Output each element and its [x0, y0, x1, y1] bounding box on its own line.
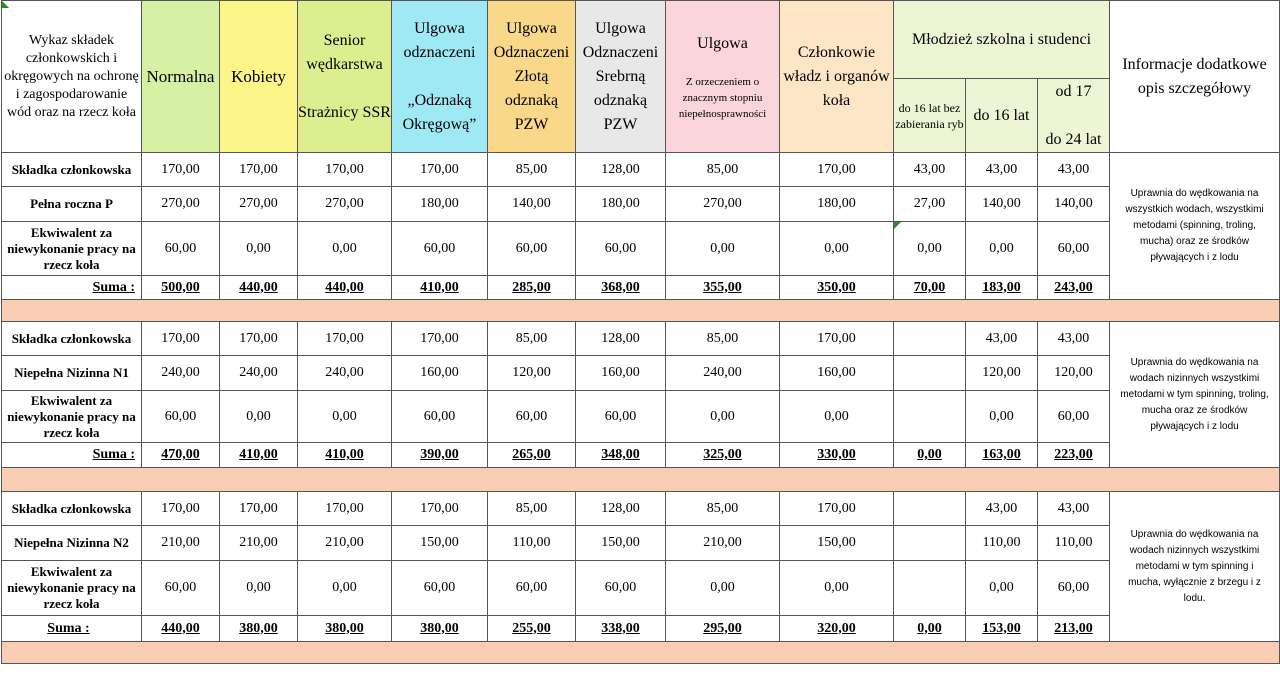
table-cell: 240,00: [666, 356, 780, 391]
sum-cell: 350,00: [780, 276, 894, 300]
table-cell: 0,00: [966, 391, 1038, 443]
section-separator: [2, 642, 1280, 664]
table-cell: 160,00: [392, 356, 488, 391]
sum-label: Suma :: [2, 616, 142, 642]
section-separator: [2, 300, 1280, 322]
row-label: Niepełna Nizinna N2: [2, 526, 142, 561]
table-cell: 180,00: [576, 187, 666, 222]
table-cell: 240,00: [220, 356, 298, 391]
table-cell: 85,00: [666, 322, 780, 356]
table-cell: 60,00: [576, 561, 666, 616]
sum-cell: 295,00: [666, 616, 780, 642]
sum-cell: 285,00: [488, 276, 576, 300]
table-cell: 60,00: [142, 391, 220, 443]
table-cell: 170,00: [392, 322, 488, 356]
separator-band: [2, 468, 1280, 492]
col-header-do-16-bez-ryb: do 16 lat bez zabierania ryb: [894, 79, 966, 153]
table-cell: [894, 356, 966, 391]
row-label: Pełna roczna P: [2, 187, 142, 222]
table-cell: 60,00: [392, 222, 488, 276]
table-cell: 270,00: [220, 187, 298, 222]
sum-cell: 325,00: [666, 443, 780, 468]
info-cell: Uprawnia do wędkowania na wodach nizinnych wszystkimi metodami w tym spinning, troling, mucha oraz ze środków pływających i z lodu: [1110, 322, 1280, 468]
sum-cell: 368,00: [576, 276, 666, 300]
sum-cell: 320,00: [780, 616, 894, 642]
table-cell: 120,00: [966, 356, 1038, 391]
table-cell: 60,00: [1038, 222, 1110, 276]
table-cell: 170,00: [220, 153, 298, 187]
table-cell: 0,00: [966, 561, 1038, 616]
table-cell: 170,00: [220, 492, 298, 526]
table-cell: 0,00: [666, 222, 780, 276]
table-cell: 170,00: [780, 153, 894, 187]
sum-cell: 213,00: [1038, 616, 1110, 642]
sum-cell: 470,00: [142, 443, 220, 468]
table-cell: 0,00: [298, 391, 392, 443]
table-cell: 0,00: [298, 222, 392, 276]
sum-cell: 153,00: [966, 616, 1038, 642]
sum-label: Suma :: [2, 276, 142, 300]
row-label: Składka członkowska: [2, 492, 142, 526]
table-cell: 120,00: [1038, 356, 1110, 391]
table-cell: 110,00: [1038, 526, 1110, 561]
col-header-do-16: do 16 lat: [966, 79, 1038, 153]
table-cell: 0,00: [298, 561, 392, 616]
table-cell: 0,00: [780, 391, 894, 443]
table-row: [2, 526, 1280, 561]
sum-cell: 163,00: [966, 443, 1038, 468]
row-label: Ekwiwalent za niewykonanie pracy na rzecz koła: [2, 222, 142, 276]
sum-cell: 440,00: [220, 276, 298, 300]
table-cell: 0,00: [780, 561, 894, 616]
col-header-mlodziez: Młodzież szkolna i studenci: [894, 1, 1110, 79]
table-cell: 170,00: [392, 153, 488, 187]
sum-cell: 255,00: [488, 616, 576, 642]
table-row: [2, 561, 1280, 616]
table-cell: 170,00: [298, 153, 392, 187]
col-header-ulgowa-niepelnosprawni: [666, 1, 780, 153]
col-header-srebrna-odznaka: Ulgowa Odznaczeni Srebrną odznaką PZW: [576, 1, 666, 153]
sum-cell: 70,00: [894, 276, 966, 300]
sum-cell: 410,00: [298, 443, 392, 468]
col-header-senior: Senior wędkarstwa Strażnicy SSR: [298, 1, 392, 153]
col-header-normalna: Normalna: [142, 1, 220, 153]
table-cell: 43,00: [1038, 153, 1110, 187]
table-cell: 240,00: [298, 356, 392, 391]
table-cell: 43,00: [966, 492, 1038, 526]
sum-cell: 0,00: [894, 616, 966, 642]
sum-cell: 330,00: [780, 443, 894, 468]
table-row: [2, 391, 1280, 443]
table-cell: 27,00: [894, 187, 966, 222]
sum-row: [2, 616, 1280, 642]
table-cell: 0,00: [966, 222, 1038, 276]
table-row: [2, 492, 1280, 526]
col-header-od-17-do-24: od 17 do 24 lat: [1038, 79, 1110, 153]
table-cell: 160,00: [576, 356, 666, 391]
sum-cell: 348,00: [576, 443, 666, 468]
sum-cell: 355,00: [666, 276, 780, 300]
table-cell: 0,00: [780, 222, 894, 276]
table-cell: 43,00: [966, 153, 1038, 187]
sum-cell: 410,00: [392, 276, 488, 300]
table-cell: 170,00: [142, 153, 220, 187]
row-label: Ekwiwalent za niewykonanie pracy na rzecz koła: [2, 561, 142, 616]
table-cell: 85,00: [488, 322, 576, 356]
table-title: Wykaz składek członkowskich i okręgowych na ochronę i zagospodarowanie wód oraz na rzecz koła: [2, 1, 142, 153]
table-cell: 85,00: [488, 492, 576, 526]
table-cell: 60,00: [142, 222, 220, 276]
table-row: [2, 222, 1280, 276]
table-cell: 140,00: [488, 187, 576, 222]
table-cell: 160,00: [780, 356, 894, 391]
info-cell: Uprawnia do wędkowania na wodach nizinnych wszystkimi metodami w tym spinning i mucha, wyłącznie z brzegu i z lodu.: [1110, 492, 1280, 642]
fee-table: [1, 0, 1280, 664]
table-cell: [894, 391, 966, 443]
separator-band: [2, 642, 1280, 664]
table-cell: 0,00: [666, 561, 780, 616]
row-label: Składka członkowska: [2, 153, 142, 187]
table-cell: 240,00: [142, 356, 220, 391]
table-cell: 43,00: [1038, 322, 1110, 356]
table-cell: 210,00: [142, 526, 220, 561]
table-cell: 60,00: [142, 561, 220, 616]
table-cell: 170,00: [780, 492, 894, 526]
table-cell: 85,00: [666, 492, 780, 526]
table-cell: 128,00: [576, 153, 666, 187]
col-header-informacje: Informacje dodatkowe opis szczegółowy: [1110, 1, 1280, 153]
table-cell: 43,00: [894, 153, 966, 187]
table-cell: 60,00: [392, 561, 488, 616]
table-cell: 180,00: [392, 187, 488, 222]
table-body: [2, 153, 1280, 664]
row-label: Składka członkowska: [2, 322, 142, 356]
sum-cell: 500,00: [142, 276, 220, 300]
table-cell: 0,00: [220, 561, 298, 616]
table-cell: 0,00: [220, 391, 298, 443]
col-header-ulgowa-sub: Z orzeczeniem o znacznym stopniu niepełnosprawności: [678, 75, 767, 120]
table-cell: [894, 561, 966, 616]
table-cell: 43,00: [966, 322, 1038, 356]
sum-cell: 243,00: [1038, 276, 1110, 300]
col-header-kobiety: Kobiety: [220, 1, 298, 153]
table-cell: 60,00: [576, 391, 666, 443]
row-label: Ekwiwalent za niewykonanie pracy na rzecz koła: [2, 391, 142, 443]
table-cell: 270,00: [666, 187, 780, 222]
table-cell: 270,00: [142, 187, 220, 222]
table-cell: 60,00: [488, 222, 576, 276]
table-cell: 210,00: [298, 526, 392, 561]
col-header-czlonkowie-wladz: Członkowie władz i organów koła: [780, 1, 894, 153]
table-cell: 150,00: [780, 526, 894, 561]
table-cell: 170,00: [298, 492, 392, 526]
sum-label: Suma :: [2, 443, 142, 468]
table-cell: 0,00: [666, 391, 780, 443]
table-cell: 110,00: [488, 526, 576, 561]
table-cell: 170,00: [392, 492, 488, 526]
table-cell: 60,00: [488, 561, 576, 616]
separator-band: [2, 300, 1280, 322]
table-cell: 270,00: [298, 187, 392, 222]
table-cell: 150,00: [576, 526, 666, 561]
table-cell: 170,00: [142, 492, 220, 526]
table-cell: 180,00: [780, 187, 894, 222]
sum-cell: 380,00: [392, 616, 488, 642]
table-cell: [894, 526, 966, 561]
sum-cell: 410,00: [220, 443, 298, 468]
table-cell: 210,00: [666, 526, 780, 561]
table-row: [2, 356, 1280, 391]
table-cell: 170,00: [142, 322, 220, 356]
table-cell: 110,00: [966, 526, 1038, 561]
sum-cell: 223,00: [1038, 443, 1110, 468]
col-header-ulgowa-label: Ulgowa: [697, 34, 748, 52]
table-cell: 0,00: [220, 222, 298, 276]
table-cell: 170,00: [780, 322, 894, 356]
table-cell: 60,00: [488, 391, 576, 443]
sum-row: [2, 443, 1280, 468]
table-cell: 43,00: [1038, 492, 1110, 526]
table-row: [2, 153, 1280, 187]
row-label: Niepełna Nizinna N1: [2, 356, 142, 391]
col-header-zlota-odznaka: Ulgowa Odznaczeni Złotą odznaką PZW: [488, 1, 576, 153]
table-row: [2, 322, 1280, 356]
table-cell: 60,00: [1038, 391, 1110, 443]
sum-cell: 265,00: [488, 443, 576, 468]
table-cell: 60,00: [392, 391, 488, 443]
table-cell: 140,00: [1038, 187, 1110, 222]
info-cell: Uprawnia do wędkowania na wszystkich wodach, wszystkimi metodami (spinning, troling, mucha) oraz ze środków pływających i z lodu: [1110, 153, 1280, 300]
table-row: [2, 187, 1280, 222]
table-cell: 85,00: [488, 153, 576, 187]
table-cell: 0,00: [894, 222, 966, 276]
table-cell: [894, 322, 966, 356]
table-cell: 60,00: [1038, 561, 1110, 616]
table-cell: 60,00: [576, 222, 666, 276]
sum-cell: 390,00: [392, 443, 488, 468]
sum-cell: 183,00: [966, 276, 1038, 300]
sum-row: [2, 276, 1280, 300]
sum-cell: 0,00: [894, 443, 966, 468]
table-cell: 140,00: [966, 187, 1038, 222]
table-cell: 150,00: [392, 526, 488, 561]
sum-cell: 440,00: [142, 616, 220, 642]
table-cell: 210,00: [220, 526, 298, 561]
table-cell: 170,00: [220, 322, 298, 356]
table-cell: 128,00: [576, 322, 666, 356]
table-cell: [894, 492, 966, 526]
table-cell: 170,00: [298, 322, 392, 356]
table-cell: 85,00: [666, 153, 780, 187]
table-cell: 120,00: [488, 356, 576, 391]
sum-cell: 380,00: [220, 616, 298, 642]
sum-cell: 440,00: [298, 276, 392, 300]
sum-cell: 338,00: [576, 616, 666, 642]
sum-cell: 380,00: [298, 616, 392, 642]
table-cell: 128,00: [576, 492, 666, 526]
section-separator: [2, 468, 1280, 492]
col-header-odznaka-okregowa: Ulgowa odznaczeni „Odznaką Okręgową”: [392, 1, 488, 153]
